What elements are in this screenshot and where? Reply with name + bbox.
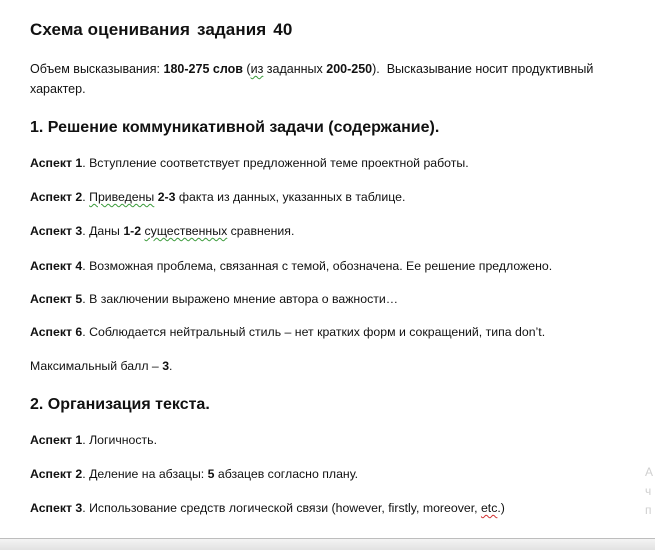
section-2-aspect-2 <box>30 467 358 481</box>
aspect-count: 1-2 <box>123 224 142 238</box>
edge-glyph: А <box>645 465 654 479</box>
section-1-aspect-3 <box>30 224 294 238</box>
aspect-underlined-word: существенных <box>144 224 228 238</box>
aspect-label: Аспект 3 <box>30 501 83 515</box>
aspect-text: абзацев согласно плану. <box>214 467 359 481</box>
intro-paragraph <box>30 59 640 99</box>
intro-paren-close: ). <box>372 62 380 76</box>
aspect-text: сравнения. <box>227 224 295 238</box>
section-1-aspect-4 <box>30 259 552 273</box>
aspect-label: Аспект 6 <box>30 325 83 339</box>
cut-off-side-text <box>645 463 655 520</box>
aspect-count: 2-3 <box>157 190 176 204</box>
aspect-text: . Возможная проблема, связанная с темой, обозначена. Ее решение предложено. <box>82 259 553 273</box>
section-1-aspect-6 <box>30 325 545 339</box>
intro-paren-word: из <box>250 62 264 76</box>
intro-paren-text: заданных <box>263 62 323 76</box>
intro-range-unit: слов <box>212 62 243 76</box>
aspect-label: Аспект 3 <box>30 224 83 238</box>
edge-glyph: ч <box>645 484 652 498</box>
aspect-label: Аспект 4 <box>30 259 83 273</box>
section-2-aspect-1 <box>30 433 157 447</box>
intro-rest: Высказывание носит продуктивный характер. <box>30 62 594 96</box>
aspect-pre: . Даны <box>82 224 124 238</box>
aspect-label: Аспект 1 <box>30 156 83 170</box>
aspect-underlined-word: etc <box>480 501 498 515</box>
aspect-label: Аспект 5 <box>30 292 83 306</box>
section-1-aspect-5 <box>30 292 398 306</box>
aspect-label: Аспект 2 <box>30 190 83 204</box>
edge-glyph: п <box>645 503 652 517</box>
aspect-label: Аспект 1 <box>30 433 83 447</box>
aspect-text: .) <box>497 501 505 515</box>
title-number: 40 <box>273 20 293 39</box>
aspect-text: . Соблюдается нейтральный стиль – нет кратких форм и сокращений, типа don’t. <box>82 325 546 339</box>
aspect-pre: . Деление на абзацы: <box>82 467 208 481</box>
intro-paren-open: ( <box>246 62 251 76</box>
page-title <box>30 20 292 40</box>
aspect-text: . Вступление соответствует предложенной теме проектной работы. <box>82 156 469 170</box>
intro-label: Объем высказывания: <box>30 62 161 76</box>
section-2-aspect-3 <box>30 501 505 515</box>
section-1-aspect-1 <box>30 156 469 170</box>
section-1-heading: 1. Решение коммуникативной задачи (содержание). <box>30 119 440 136</box>
aspect-pre: . Использование средств логической связи (however, firstly, moreover, <box>82 501 481 515</box>
aspect-label: Аспект 2 <box>30 467 83 481</box>
window-bottom-edge <box>0 538 655 550</box>
max-score-value: 3 <box>162 359 170 373</box>
aspect-text: . В заключении выражено мнение автора о важности… <box>82 292 399 306</box>
aspect-count: 5 <box>207 467 215 481</box>
max-score-line <box>30 359 172 373</box>
max-score-label: Максимальный балл – <box>30 359 159 373</box>
section-1-aspect-2 <box>30 190 405 204</box>
max-score-end: . <box>169 359 173 373</box>
aspect-text: факта из данных, указанных в таблице. <box>175 190 406 204</box>
section-2-heading: 2. Организация текста. <box>30 396 210 413</box>
title-part-2: задания <box>197 20 267 39</box>
aspect-text: . Логичность. <box>82 433 158 447</box>
title-part-1: Схема оценивания <box>30 20 190 39</box>
aspect-underlined-word: Приведены <box>89 190 155 204</box>
aspect-dot: . <box>82 190 86 204</box>
intro-given-range: 200-250 <box>326 62 373 76</box>
intro-range: 180-275 <box>163 62 210 76</box>
